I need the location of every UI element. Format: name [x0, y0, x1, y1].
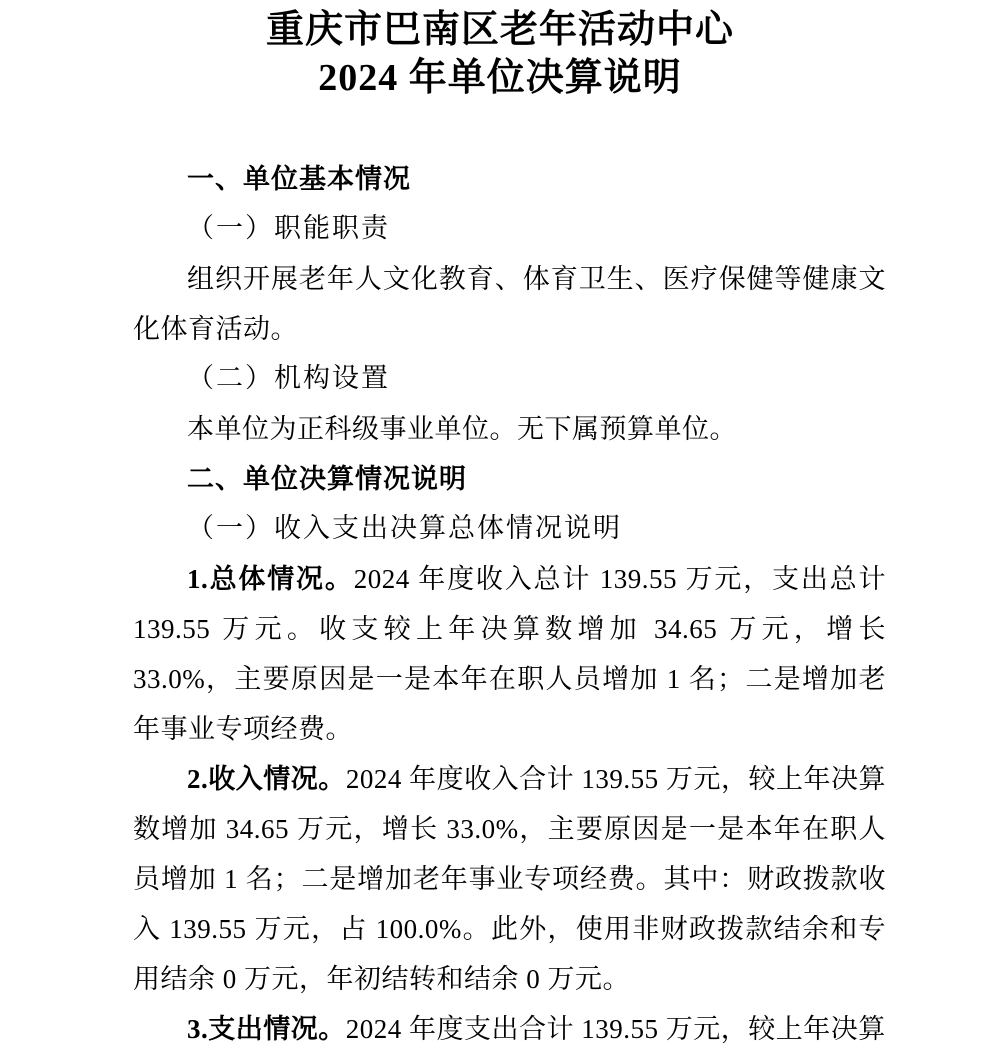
document-body [133, 154, 886, 1053]
paragraph-overall-situation [133, 554, 886, 754]
document-title-line2: 2024 年单位决算说明 [318, 57, 682, 99]
subsection-heading-duties: （一）职能职责 [187, 213, 390, 244]
subsection-heading-organization: （二）机构设置 [187, 363, 390, 394]
document-title [0, 0, 1000, 102]
paragraph-income-situation-lead: 2.收入情况。 [187, 764, 346, 794]
paragraph-overall-situation-text: 2024 年度收入总计 139.55 万元，支出总计 139.55 万元。收支较上年决算数增加 34.65 万元，增长 33.0%，主要原因是一是本年在职人员增加 1 名；二是增加老年事业专项经费。 [133, 564, 887, 744]
paragraph-expenditure-situation-text: 2024 年度支出合计 139.55 万元，较上年决算 [345, 1014, 886, 1044]
document-title-line1: 重庆市巴南区老年活动中心 [265, 9, 734, 51]
subsection-heading-overall-income-expenditure: （一）收入支出决算总体情况说明 [187, 513, 622, 544]
paragraph-expenditure-situation [133, 1004, 886, 1053]
paragraph-income-situation [133, 754, 886, 1004]
paragraph-income-situation-text: 2024 年度收入合计 139.55 万元，较上年决算数增加 34.65 万元，增长 33.0%，主要原因是一是本年在职人员增加 1 名；二是增加老年事业专项经费。其中：财政拨款收入 139.55 万元，占 100.0%。此外，使用非财政拨款结余和专用结余 0 万元，年初结转和结余 0 万元。 [133, 764, 887, 994]
paragraph-organization: 本单位为正科级事业单位。无下属预算单位。 [187, 414, 737, 444]
paragraph-expenditure-situation-lead: 3.支出情况。 [187, 1014, 346, 1044]
paragraph-duties: 组织开展老年人文化教育、体育卫生、医疗保健等健康文化体育活动。 [133, 264, 886, 344]
section-heading-unit-basic-info: 一、单位基本情况 [187, 164, 411, 194]
section-heading-final-accounts: 二、单位决算情况说明 [187, 464, 467, 494]
paragraph-overall-situation-lead: 1.总体情况。 [187, 564, 354, 594]
